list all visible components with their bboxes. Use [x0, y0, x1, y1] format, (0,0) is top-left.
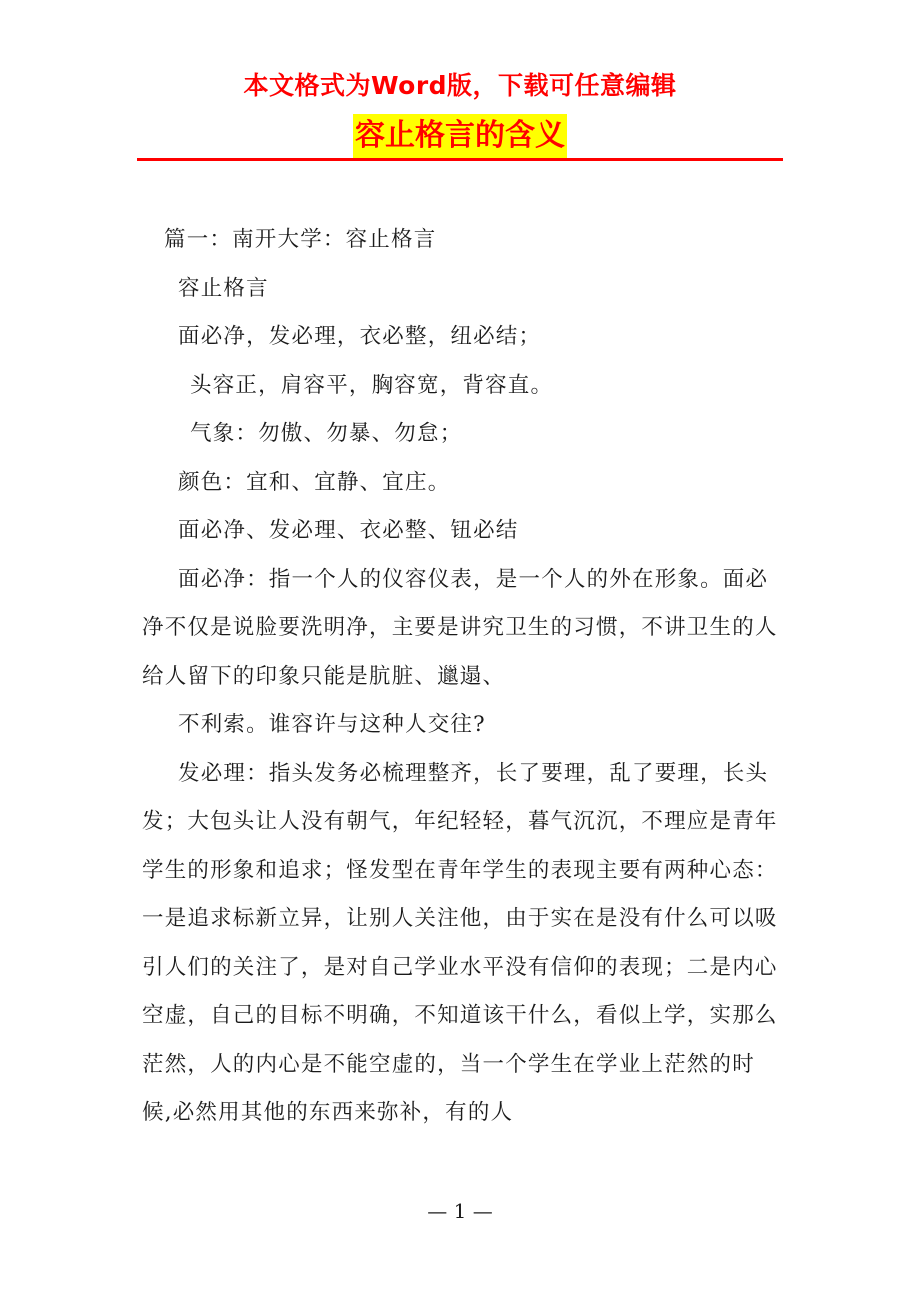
paragraph: 颜色：宜和、宜静、宜庄。 [178, 469, 451, 495]
paragraph: 面必净，发必理，衣必整，纽必结； [178, 324, 542, 349]
page-number: — 1 — [427, 1199, 493, 1223]
title-divider [137, 158, 783, 161]
document-body [142, 216, 782, 1138]
section-heading: 篇一：南开大学：容止格言 [164, 227, 437, 252]
paragraph: 发必理：指头发务必梳理整齐，长了要理，乱了要理，长头发；大包头让人没有朝气，年纪轻轻，暮气沉沉，不理应是青年学生的形象和追求；怪发型在青年学生的表现主要有两种心态：一是追求标新立异，让别人关注他，由于实在是没有什么可以吸引人们的关注了，是对自己学业水平没有信仰的表现；二是内心空虚，自己的目标不明确，不知道该干什么，看似上学，实那么茫然，人的内心是不能空虚的，当一个学生在学业上茫然的时候,必然用其他的东西来弥补，有的人 [142, 760, 778, 1125]
paragraph: 面必净、发必理、衣必整、钮必结 [178, 518, 519, 543]
title-container [0, 114, 920, 158]
document-title: 容止格言的含义 [353, 114, 567, 158]
paragraph: 不利索。谁容许与这种人交往? [178, 712, 486, 737]
document-banner: 本文格式为Word版，下载可任意编辑 [243, 71, 677, 100]
paragraph: 头容正，肩容平，胸容宽，背容直。 [190, 372, 554, 398]
paragraph: 面必净：指一个人的仪容仪表，是一个人的外在形象。面必净不仅是说脸要洗明净，主要是讲究卫生的习惯，不讲卫生的人给人留下的印象只能是肮脏、邋遢、 [142, 566, 778, 689]
paragraph: 气象：勿傲、勿暴、勿怠； [190, 421, 463, 446]
paragraph: 容止格言 [178, 275, 269, 301]
